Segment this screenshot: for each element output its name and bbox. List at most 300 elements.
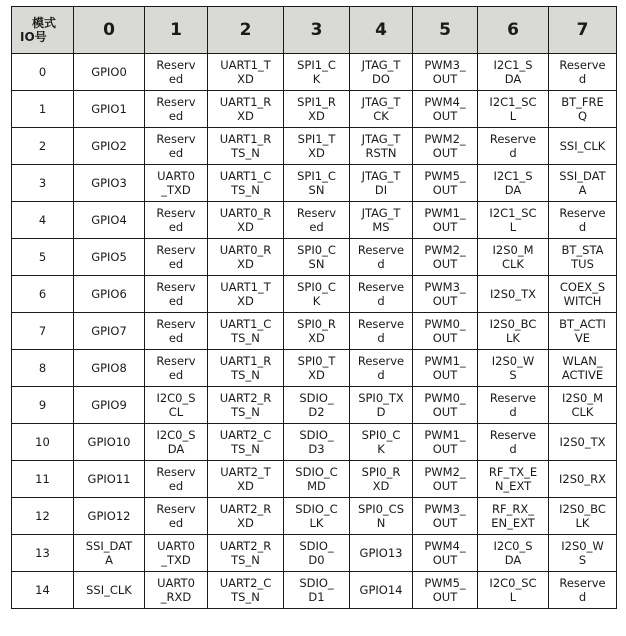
mode-cell-text: L: [509, 220, 517, 234]
mode-cell-text: SPI0_T: [297, 354, 336, 368]
mode-cell-text: TS_N: [231, 442, 260, 456]
mode-cell-text: UART1_C: [219, 317, 272, 331]
mode-cell: [145, 572, 208, 609]
mode-cell-text: I2C0_SC: [489, 576, 537, 590]
mode-cell-text: I2S0_M: [562, 391, 603, 405]
table-row: [12, 165, 617, 202]
mode-cell-text: Reserve: [357, 354, 405, 368]
mode-cell: [478, 91, 549, 128]
mode-cell: [145, 424, 208, 461]
mode-cell: [145, 54, 208, 91]
mode-cell: [350, 572, 413, 609]
mode-cell: [413, 128, 478, 165]
mode-cell-text: SDIO_: [299, 391, 334, 405]
mode-cell-text: DA: [504, 72, 522, 86]
mode-cell-text: TS_N: [231, 405, 260, 419]
mode-cell: [350, 202, 413, 239]
mode-cell: [350, 128, 413, 165]
mode-cell: [478, 535, 549, 572]
pin-mux-table: [11, 6, 617, 609]
mode-cell-text: SPI0_R: [297, 317, 336, 331]
mode-cell-text: RF_RX_: [492, 502, 534, 516]
mode-cell-text: I2C0_S: [156, 428, 196, 442]
mode-cell-text: OUT: [432, 479, 458, 493]
column-header-mode-3: 3: [284, 7, 350, 54]
mode-cell-text: SPI1_R: [297, 95, 336, 109]
mode-cell: [549, 313, 617, 350]
io-number-cell: 7: [12, 313, 74, 350]
io-number-cell: 4: [12, 202, 74, 239]
mode-cell-text: ed: [168, 72, 184, 86]
mode-cell-text: I2S0_RX: [559, 472, 606, 486]
mode-cell-text: TS_N: [231, 146, 260, 160]
mode-cell-text: TUS: [571, 257, 594, 271]
mode-cell-text: ed: [168, 294, 184, 308]
mode-cell-text: BT_FRE: [561, 95, 604, 109]
io-number-cell: 10: [12, 424, 74, 461]
mode-cell-text: WLAN_: [562, 354, 603, 368]
mode-cell-text: GPIO2: [91, 139, 127, 153]
mode-cell-text: GPIO0: [91, 65, 127, 79]
mode-cell: [284, 461, 350, 498]
mode-cell-text: ed: [168, 220, 184, 234]
mode-cell-text: GPIO13: [359, 546, 403, 560]
table-row: [12, 535, 617, 572]
mode-cell: [478, 350, 549, 387]
mode-cell-text: ed: [168, 479, 184, 493]
mode-cell-text: Reserve: [357, 317, 405, 331]
mode-cell: [413, 276, 478, 313]
column-header-mode-1: 1: [145, 7, 208, 54]
io-number-cell: 14: [12, 572, 74, 609]
mode-cell: [208, 202, 284, 239]
mode-cell: [478, 54, 549, 91]
mode-cell-text: SPI1_C: [297, 169, 336, 183]
mode-cell-text: OUT: [432, 368, 458, 382]
mode-cell-text: I2S0_W: [491, 354, 535, 368]
mode-cell-text: Reserve: [357, 243, 405, 257]
mode-cell: [549, 239, 617, 276]
mode-cell-text: OUT: [432, 331, 458, 345]
mode-cell-text: SDIO_: [299, 576, 334, 590]
mode-cell-text: Reserv: [156, 206, 196, 220]
mode-cell-text: SSI_CLK: [86, 583, 132, 597]
mode-cell-text: Reserv: [156, 354, 196, 368]
mode-cell: [549, 572, 617, 609]
mode-cell-text: DA: [504, 553, 522, 567]
io-number-cell: 3: [12, 165, 74, 202]
mode-cell-text: d: [509, 146, 517, 160]
mode-cell-text: SPI0_C: [361, 428, 401, 442]
mode-cell-text: K: [312, 72, 321, 86]
io-number-cell: 9: [12, 387, 74, 424]
mode-cell-text: N: [376, 516, 386, 530]
mode-cell-text: D3: [308, 442, 325, 456]
mode-cell: [208, 165, 284, 202]
mode-cell-text: UART2_R: [219, 502, 272, 516]
mode-cell-text: PWM2_: [424, 243, 466, 257]
mode-cell: [478, 498, 549, 535]
mode-cell: [74, 350, 145, 387]
mode-cell: [549, 128, 617, 165]
mode-cell: [350, 165, 413, 202]
mode-cell: [74, 128, 145, 165]
mode-cell-text: Reserv: [156, 280, 196, 294]
table-row: [12, 54, 617, 91]
mode-cell-text: GPIO12: [87, 509, 131, 523]
mode-cell-text: OUT: [432, 183, 458, 197]
mode-cell: [284, 387, 350, 424]
io-number-cell: 13: [12, 535, 74, 572]
mode-cell-text: XD: [237, 220, 254, 234]
mode-cell: [350, 387, 413, 424]
mode-cell-text: d: [377, 294, 385, 308]
mode-cell-text: D: [376, 405, 386, 419]
mode-cell: [549, 461, 617, 498]
mode-cell-text: A: [578, 183, 587, 197]
mode-cell: [549, 165, 617, 202]
mode-cell-text: OUT: [432, 516, 458, 530]
mode-cell-text: RF_TX_E: [488, 465, 538, 479]
mode-cell-text: S: [509, 368, 517, 382]
mode-cell-text: OUT: [432, 72, 458, 86]
mode-cell-text: PWM0_: [424, 317, 466, 331]
mode-cell-text: I2C0_S: [493, 539, 533, 553]
mode-cell-text: UART1_R: [219, 354, 272, 368]
mode-cell-text: d: [377, 368, 385, 382]
mode-cell-text: CLK: [571, 405, 594, 419]
mode-cell-text: I2S0_TX: [490, 287, 536, 301]
mode-cell-text: UART2_R: [219, 539, 272, 553]
mode-cell: [208, 91, 284, 128]
mode-cell-text: MS: [372, 220, 390, 234]
table-row: [12, 313, 617, 350]
mode-cell: [74, 54, 145, 91]
mode-cell-text: N_EXT: [494, 479, 532, 493]
io-number-cell: 2: [12, 128, 74, 165]
mode-cell-text: ed: [168, 331, 184, 345]
table-row: [12, 91, 617, 128]
mode-cell-text: GPIO1: [91, 102, 127, 116]
mode-cell: [478, 461, 549, 498]
mode-cell-text: SPI1_T: [297, 132, 336, 146]
mode-cell: [413, 350, 478, 387]
mode-cell-text: Reserve: [489, 132, 537, 146]
mode-cell-text: Reserv: [156, 95, 196, 109]
mode-cell-text: VE: [574, 331, 591, 345]
mode-cell-text: TS_N: [231, 590, 260, 604]
mode-cell-text: d: [377, 257, 385, 271]
mode-cell-text: SPI1_C: [297, 58, 336, 72]
mode-cell: [413, 572, 478, 609]
mode-cell-text: SPI0_R: [361, 465, 401, 479]
table-row: [12, 572, 617, 609]
mode-cell-text: LK: [506, 331, 520, 345]
mode-cell: [413, 54, 478, 91]
mode-cell-text: TS_N: [231, 553, 260, 567]
mode-cell-text: GPIO10: [87, 435, 131, 449]
mode-cell-text: UART0_R: [219, 206, 272, 220]
mode-cell-text: A: [105, 553, 113, 567]
mode-cell-text: GPIO11: [87, 472, 131, 486]
mode-cell-text: UART0: [157, 576, 195, 590]
mode-cell: [478, 239, 549, 276]
mode-cell-text: Reserve: [489, 428, 537, 442]
mode-cell: [478, 128, 549, 165]
mode-cell-text: L: [509, 590, 517, 604]
mode-cell-text: CL: [168, 405, 184, 419]
mode-cell: [284, 535, 350, 572]
mode-cell-text: LK: [575, 516, 590, 530]
mode-cell: [549, 54, 617, 91]
mode-cell: [413, 165, 478, 202]
mode-cell-text: PWM2_: [424, 132, 466, 146]
mode-cell-text: PWM1_: [424, 428, 466, 442]
mode-cell-text: Reserve: [559, 206, 606, 220]
mode-cell: [74, 424, 145, 461]
mode-cell-text: SPI0_TX: [358, 391, 404, 405]
mode-cell-text: Reserv: [156, 58, 196, 72]
mode-cell-text: SDIO_: [299, 539, 334, 553]
mode-cell: [284, 54, 350, 91]
mode-cell: [478, 572, 549, 609]
mode-cell: [549, 202, 617, 239]
mode-cell-text: XD: [308, 109, 325, 123]
mode-cell-text: JTAG_T: [361, 169, 401, 183]
mode-cell-text: CK: [373, 109, 389, 123]
mode-cell-text: UART1_C: [219, 169, 272, 183]
column-header-mode-0: 0: [74, 7, 145, 54]
mode-cell: [208, 313, 284, 350]
io-number-cell: 6: [12, 276, 74, 313]
mode-cell-text: XD: [237, 109, 254, 123]
mode-cell-text: PWM2_: [424, 465, 466, 479]
mode-cell: [549, 350, 617, 387]
mode-cell-text: OUT: [432, 294, 458, 308]
mode-cell: [478, 313, 549, 350]
mode-cell: [549, 91, 617, 128]
mode-cell-text: RSTN: [365, 146, 397, 160]
mode-cell: [74, 535, 145, 572]
mode-cell: [284, 165, 350, 202]
mode-cell: [208, 461, 284, 498]
mode-cell: [413, 461, 478, 498]
mode-cell: [284, 424, 350, 461]
mode-cell: [413, 239, 478, 276]
table-row: [12, 202, 617, 239]
mode-cell-text: OUT: [432, 590, 458, 604]
mode-cell: [350, 350, 413, 387]
mode-cell-text: S: [578, 553, 587, 567]
mode-cell-text: PWM3_: [424, 502, 466, 516]
mode-cell: [350, 498, 413, 535]
mode-cell: [208, 424, 284, 461]
mode-cell: [478, 202, 549, 239]
mode-cell-text: UART0: [157, 169, 195, 183]
mode-cell-text: SDIO_: [299, 428, 334, 442]
mode-cell-text: K: [312, 294, 321, 308]
mode-cell: [74, 239, 145, 276]
mode-cell-text: _TXD: [161, 183, 191, 197]
mode-cell: [350, 535, 413, 572]
mode-cell-text: GPIO6: [91, 287, 127, 301]
mode-cell: [413, 313, 478, 350]
mode-cell-text: DA: [504, 183, 522, 197]
mode-cell-text: SDIO_C: [295, 502, 338, 516]
table-row: [12, 128, 617, 165]
mode-cell-text: BT_STA: [561, 243, 604, 257]
mode-cell-text: d: [509, 405, 517, 419]
mode-cell-text: OUT: [432, 553, 458, 567]
mode-cell-text: SPI0_C: [297, 280, 336, 294]
mode-cell-text: WITCH: [563, 294, 602, 308]
mode-cell-text: UART0: [157, 539, 195, 553]
mode-cell-text: Reserv: [156, 317, 196, 331]
mode-cell-text: _RXD: [160, 590, 192, 604]
mode-cell-text: PWM1_: [424, 354, 466, 368]
io-number-cell: 8: [12, 350, 74, 387]
mode-cell-text: d: [578, 590, 587, 604]
mode-cell-text: CLK: [502, 257, 524, 271]
mode-cell-text: Q: [577, 109, 588, 123]
mode-cell-text: D0: [308, 553, 325, 567]
mode-cell: [478, 165, 549, 202]
mode-cell: [74, 202, 145, 239]
mode-cell-text: D2: [308, 405, 325, 419]
mode-cell-text: ed: [168, 516, 184, 530]
mode-cell: [74, 461, 145, 498]
mode-cell-text: UART2_R: [219, 391, 272, 405]
mode-cell: [145, 128, 208, 165]
mode-cell-text: PWM1_: [424, 206, 466, 220]
mode-cell-text: GPIO5: [91, 250, 127, 264]
mode-cell-text: XD: [237, 257, 254, 271]
mode-cell: [145, 91, 208, 128]
mode-cell-text: GPIO9: [91, 398, 127, 412]
mode-cell: [413, 387, 478, 424]
mode-cell-text: MD: [307, 479, 326, 493]
table-row: [12, 461, 617, 498]
mode-cell: [145, 313, 208, 350]
mode-cell: [145, 387, 208, 424]
mode-cell-text: OUT: [432, 257, 458, 271]
mode-cell-text: PWM4_: [424, 539, 466, 553]
column-header-mode-7: 7: [549, 7, 617, 54]
mode-cell-text: XD: [308, 368, 325, 382]
mode-cell-text: ed: [168, 368, 184, 382]
mode-label: 模式: [32, 16, 57, 30]
mode-cell-text: SPI0_C: [297, 243, 336, 257]
mode-cell-text: I2C1_S: [493, 169, 533, 183]
corner-header: [12, 7, 74, 54]
mode-cell: [284, 313, 350, 350]
mode-cell-text: SN: [308, 183, 325, 197]
mode-cell-text: ed: [168, 109, 184, 123]
mode-cell: [350, 461, 413, 498]
mode-cell-text: I2S0_TX: [559, 435, 606, 449]
mode-cell: [74, 387, 145, 424]
mode-cell: [478, 387, 549, 424]
mode-cell-text: UART1_R: [219, 132, 272, 146]
mode-cell-text: D1: [308, 590, 325, 604]
mode-cell-text: UART1_T: [220, 280, 271, 294]
mode-cell: [284, 276, 350, 313]
mode-cell-text: d: [578, 220, 587, 234]
column-header-mode-5: 5: [413, 7, 478, 54]
mode-cell-text: DI: [374, 183, 388, 197]
mode-cell: [350, 239, 413, 276]
mode-cell-text: TS_N: [231, 183, 260, 197]
mode-cell-text: SSI_DAT: [85, 539, 133, 553]
mode-cell: [350, 276, 413, 313]
mode-cell-text: Reserve: [559, 576, 606, 590]
mode-cell-text: Reserv: [156, 132, 196, 146]
mode-cell: [208, 535, 284, 572]
mode-cell-text: Reserv: [296, 206, 337, 220]
io-label: IO号: [20, 30, 47, 44]
mode-cell: [74, 91, 145, 128]
mode-cell-text: SSI_CLK: [559, 139, 606, 153]
mode-cell: [208, 276, 284, 313]
mode-cell: [549, 387, 617, 424]
column-header-mode-6: 6: [478, 7, 549, 54]
mode-cell-text: XD: [237, 516, 254, 530]
mode-cell-text: I2S0_W: [561, 539, 604, 553]
mode-cell: [350, 54, 413, 91]
mode-cell-text: JTAG_T: [361, 132, 401, 146]
table-row: [12, 239, 617, 276]
mode-cell: [145, 535, 208, 572]
mode-cell: [413, 91, 478, 128]
mode-cell-text: LK: [309, 516, 324, 530]
mode-cell-text: PWM0_: [424, 391, 466, 405]
mode-cell-text: I2S0_BC: [489, 317, 537, 331]
mode-cell-text: DA: [167, 442, 185, 456]
mode-cell-text: XD: [308, 146, 325, 160]
mode-cell-text: GPIO8: [91, 361, 127, 375]
mode-cell-text: UART0_R: [219, 243, 272, 257]
mode-cell: [208, 498, 284, 535]
mode-cell: [284, 202, 350, 239]
mode-cell-text: Reserve: [559, 58, 606, 72]
column-header-mode-4: 4: [350, 7, 413, 54]
mode-cell-text: Reserv: [156, 502, 196, 516]
mode-cell-text: PWM3_: [424, 280, 466, 294]
mode-cell: [413, 498, 478, 535]
mode-cell: [478, 276, 549, 313]
mode-cell-text: OUT: [432, 109, 458, 123]
mode-cell-text: Reserve: [357, 280, 405, 294]
io-number-cell: 11: [12, 461, 74, 498]
mode-cell-text: I2C0_S: [156, 391, 196, 405]
mode-cell: [145, 461, 208, 498]
mode-cell-text: UART1_R: [219, 95, 272, 109]
mode-cell-text: PWM4_: [424, 95, 466, 109]
io-number-cell: 12: [12, 498, 74, 535]
mode-cell-text: XD: [237, 294, 254, 308]
mode-cell-text: Reserve: [489, 391, 537, 405]
mode-cell: [549, 424, 617, 461]
mode-cell-text: K: [377, 442, 385, 456]
mode-cell: [145, 239, 208, 276]
mode-cell-text: Reserv: [156, 465, 196, 479]
mode-cell: [145, 276, 208, 313]
mode-cell-text: UART2_C: [219, 576, 272, 590]
mode-cell-text: I2C1_SC: [489, 206, 537, 220]
mode-cell-text: TS_N: [231, 368, 260, 382]
mode-cell: [350, 424, 413, 461]
table-row: [12, 424, 617, 461]
